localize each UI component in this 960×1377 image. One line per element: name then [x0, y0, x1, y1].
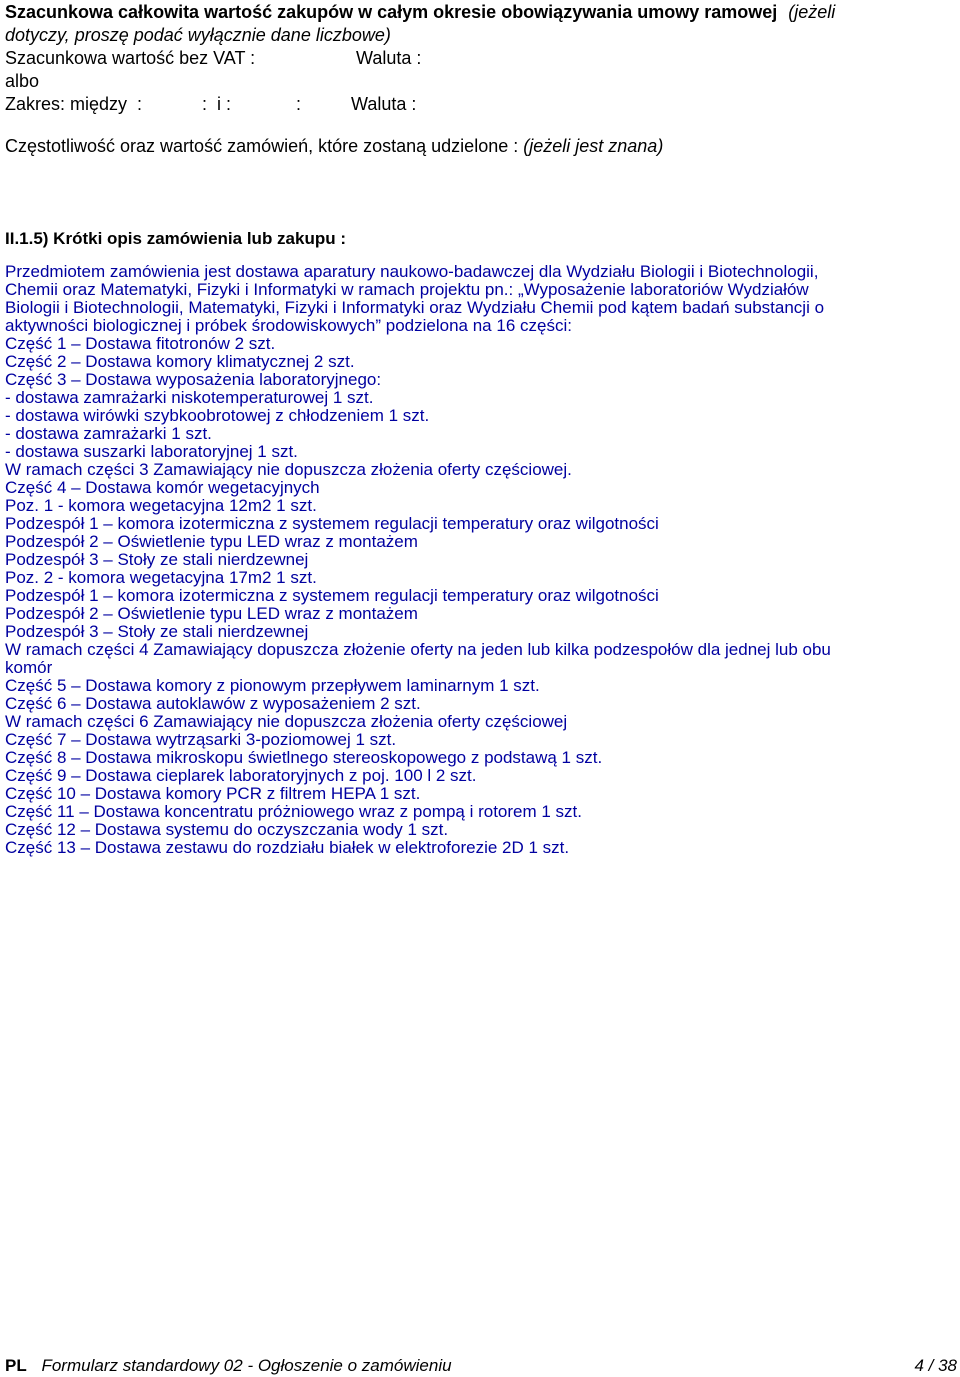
footer-page-number: 4 / 38: [914, 1356, 957, 1375]
list-item: Część 12 – Dostawa systemu do oczyszczania wody 1 szt.: [5, 820, 449, 839]
range-line: [5, 93, 955, 116]
list-item: Część 7 – Dostawa wytrząsarki 3-poziomowej 1 szt.: [5, 730, 397, 749]
list-item: Podzespół 1 – komora izotermiczna z systemem regulacji temperatury oraz wilgotności: [5, 514, 659, 533]
list-item: - dostawa wirówki szybkoobrotowej z chłodzeniem 1 szt.: [5, 406, 430, 425]
currency-label-1: Waluta :: [356, 48, 422, 68]
range-label: Zakres: między : : i : :: [5, 94, 302, 114]
frequency-line: [5, 135, 955, 158]
list-item: Poz. 2 - komora wegetacyjna 17m2 1 szt.: [5, 568, 317, 587]
list-item: Część 4 – Dostawa komór wegetacyjnych: [5, 478, 320, 497]
list-item: komór: [5, 658, 53, 677]
list-item: Część 2 – Dostawa komory klimatycznej 2 szt.: [5, 352, 355, 371]
total-value-heading: Szacunkowa całkowita wartość zakupów w całym okresie obowiązywania umowy ramowej: [5, 2, 778, 22]
value-without-vat-label: Szacunkowa wartość bez VAT :: [5, 48, 256, 68]
total-value-note-part1: (jeżeli: [788, 2, 836, 22]
list-item: Część 11 – Dostawa koncentratu próżniowego wraz z pompą i rotorem 1 szt.: [5, 802, 583, 821]
list-item: Podzespół 1 – komora izotermiczna z systemem regulacji temperatury oraz wilgotności: [5, 586, 659, 605]
footer-lang-code: PL: [5, 1356, 27, 1375]
list-item: Podzespół 2 – Oświetlenie typu LED wraz z montażem: [5, 532, 418, 551]
frequency-label: Częstotliwość oraz wartość zamówień, które zostaną udzielone :: [5, 136, 519, 156]
or-label: albo: [5, 71, 40, 91]
section-title: II.1.5) Krótki opis zamówienia lub zakupu :: [5, 229, 346, 248]
list-item: Część 8 – Dostawa mikroskopu świetlnego stereoskopowego z podstawą 1 szt.: [5, 748, 603, 767]
footer-form-title: Formularz standardowy 02 - Ogłoszenie o zamówieniu: [41, 1356, 452, 1375]
list-item: Część 9 – Dostawa cieplarek laboratoryjnych z poj. 100 l 2 szt.: [5, 766, 477, 785]
intro-line: aktywności biologicznej i próbek środowiskowych” podzielona na 16 części:: [5, 316, 572, 335]
footer-left: [5, 1355, 452, 1377]
list-item: Część 3 – Dostawa wyposażenia laboratoryjnego:: [5, 370, 382, 389]
list-item: Podzespół 3 – Stoły ze stali nierdzewnej: [5, 550, 309, 569]
list-item: Część 5 – Dostawa komory z pionowym przepływem laminarnym 1 szt.: [5, 676, 540, 695]
intro-line: Przedmiotem zamówienia jest dostawa aparatury naukowo-badawczej dla Wydziału Biologii i Biotechnologii,: [5, 262, 819, 281]
intro-line: Biologii i Biotechnologii, Matematyki, Fizyki i Informatyki oraz Wydziału Chemii pod kątem badań substancji o: [5, 298, 825, 317]
currency-label-2: Waluta :: [351, 94, 417, 114]
list-item: Podzespół 2 – Oświetlenie typu LED wraz z montażem: [5, 604, 418, 623]
total-value-line: [5, 1, 955, 24]
list-item: - dostawa zamrażarki niskotemperaturowej 1 szt.: [5, 388, 374, 407]
total-value-note-part2: dotyczy, proszę podać wyłącznie dane liczbowe): [5, 25, 391, 45]
list-item: Część 1 – Dostawa fitotronów 2 szt.: [5, 334, 276, 353]
list-item: W ramach części 6 Zamawiający nie dopuszcza złożenia oferty częściowej: [5, 712, 568, 731]
document-page: [5, 0, 955, 857]
intro-line: Chemii oraz Matematyki, Fizyki i Informatyki w ramach projektu pn.: „Wyposażenie laboratoriów Wydziałów: [5, 280, 809, 299]
list-item: Podzespół 3 – Stoły ze stali nierdzewnej: [5, 622, 309, 641]
value-without-vat-line: [5, 47, 955, 70]
frequency-note: (jeżeli jest znana): [523, 136, 664, 156]
list-item: Część 6 – Dostawa autoklawów z wyposażeniem 2 szt.: [5, 694, 421, 713]
list-item: Część 13 – Dostawa zestawu do rozdziału białek w elektroforezie 2D 1 szt.: [5, 838, 570, 857]
list-item: Część 10 – Dostawa komory PCR z filtrem HEPA 1 szt.: [5, 784, 421, 803]
list-item: W ramach części 4 Zamawiający dopuszcza złożenie oferty na jeden lub kilka podzespołów dla jednej lub obu: [5, 640, 831, 659]
list-item: - dostawa suszarki laboratoryjnej 1 szt.: [5, 442, 298, 461]
short-description: [5, 263, 955, 857]
list-item: W ramach części 3 Zamawiający nie dopuszcza złożenia oferty częściowej.: [5, 460, 572, 479]
list-item: - dostawa zamrażarki 1 szt.: [5, 424, 212, 443]
list-item: Poz. 1 - komora wegetacyjna 12m2 1 szt.: [5, 496, 317, 515]
page-footer: [5, 1355, 957, 1377]
